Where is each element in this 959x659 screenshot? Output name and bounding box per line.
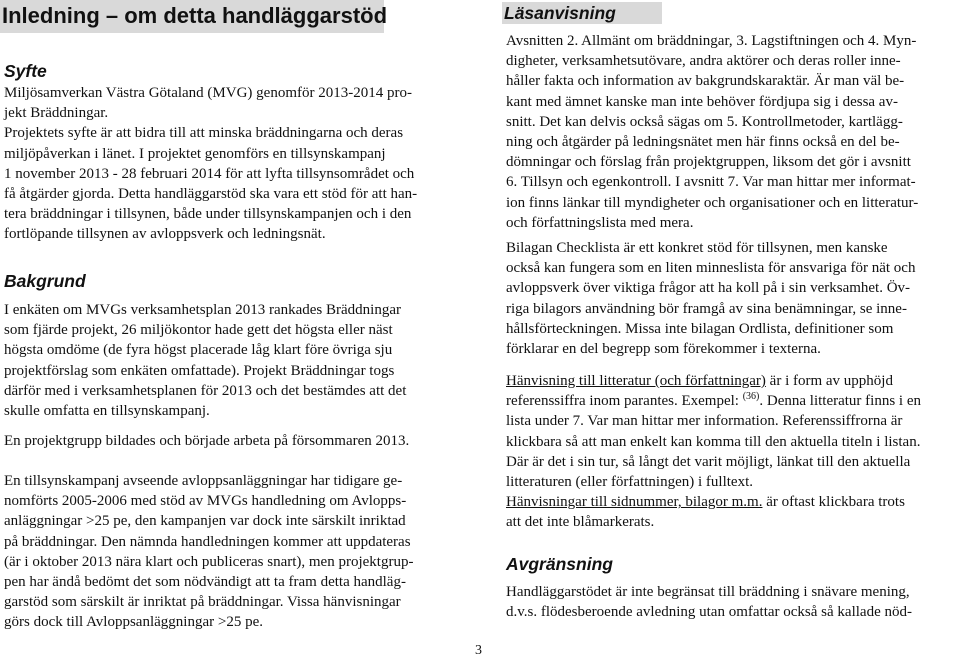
text-line: högsta omdöme (de fyra högst placerade låg klart före övriga sju xyxy=(4,342,393,359)
text-line: lista under 7. Var man hittar mer information. Referenssiffrorna är xyxy=(506,413,903,430)
text-line: ning och åtgärder på ledningsnätet men här finns också en del be- xyxy=(506,134,900,151)
text-line: digheter, verksamhetsutövare, andra aktörer och deras roller inne- xyxy=(506,53,901,70)
text-line: att det inte blåmarkerats. xyxy=(506,514,655,531)
text-line: förklarar en del begrepp som förekommer i texterna. xyxy=(506,341,821,358)
text-line: d.v.s. flödesberoende avledning utan omfattar också så kallade nöd- xyxy=(506,604,912,621)
text-line: miljöpåverkan i länet. I projektet genomförs en tillsynskampanj xyxy=(4,145,386,162)
text-line: avloppsverk över viktiga frågor att ha koll på i sin verksamhet. Öv- xyxy=(506,280,911,297)
text-fragment: är oftast klickbara trots xyxy=(762,494,905,511)
lasanvisning-heading: Läsanvisning xyxy=(502,2,662,24)
text-line: projektförslag som enkäten omfattade). Projekt Bräddningar togs xyxy=(4,362,395,379)
text-line: jekt Bräddningar. xyxy=(4,105,109,122)
text-line: på bräddningar. Den nämnda handledningen kommer att uppdateras xyxy=(4,533,411,550)
sidnummer-reference-link[interactable]: Hänvisningar till sidnummer, bilagor m.m. xyxy=(506,494,763,511)
text-line: ion finns länkar till myndigheter och organisationer och en litteratur- xyxy=(506,194,919,211)
text-fragment: referenssiffra inom parantes. Exempel: xyxy=(506,393,743,410)
bakgrund-paragraph-3 xyxy=(4,471,413,633)
text-line xyxy=(506,391,921,411)
text-line: Handläggarstödet är inte begränsat till bräddning i snävare mening, xyxy=(506,584,910,600)
text-line: En projektgrupp bildades och började arbeta på försommaren 2013. xyxy=(4,433,410,449)
lasanvisning-paragraph-3 xyxy=(506,371,921,533)
text-line: kant med ämnet kanske man inte behöver fördjupa sig i dessa av- xyxy=(506,93,898,110)
text-line: fortlöpande tillsynen av avloppsverk och ledningsnät. xyxy=(4,226,326,243)
text-line: också kan fungera som en liten minneslista för ansvariga för nät och xyxy=(506,260,916,277)
text-line: därför med i verksamhetsplanen för 2013 och det bestämdes att det xyxy=(4,382,407,399)
bakgrund-paragraph-1 xyxy=(4,300,406,421)
text-line: få åtgärder gjorda. Detta handläggarstöd ska vara ett stöd för att han- xyxy=(4,186,418,203)
text-line: håller fakta och information av bakgrundskaraktär. Är man väl be- xyxy=(506,73,905,90)
lasanvisning-paragraph-2 xyxy=(506,238,915,359)
text-line: Bilagan Checklista är ett konkret stöd för tillsynen, men kanske xyxy=(506,240,888,256)
text-line: Där är det i sin tur, så långt det varit möjligt, länkat till den aktuella xyxy=(506,453,911,470)
text-line: tera bräddningar i tillsynen, både under tillsynskampanjen och i den xyxy=(4,206,412,223)
text-line: som fjärde projekt, 26 miljökontor hade gett det högsta eller näst xyxy=(4,322,393,339)
text-line: dömningar och förslag från projektgruppen, liksom det gör i avsnitt xyxy=(506,154,911,171)
text-line: litteraturen (eller författningen) i fulltext. xyxy=(506,474,753,491)
bakgrund-paragraph-2 xyxy=(4,431,409,451)
text-line: nomförts 2005-2006 med stöd av MVGs handledning om Avlopps- xyxy=(4,493,407,510)
text-line: En tillsynskampanj avseende avloppsanläggningar har tidigare ge- xyxy=(4,473,403,489)
reference-superscript[interactable]: (36) xyxy=(742,391,760,403)
litteratur-reference-link[interactable]: Hänvisning till litteratur (och författningar) xyxy=(506,373,766,389)
text-line: snitt. Det kan delvis också sägas om 5. Kontrollmetoder, kartlägg- xyxy=(506,113,903,130)
syfte-paragraph xyxy=(4,83,417,245)
page-number: 3 xyxy=(475,643,482,658)
text-line: 6. Tillsyn och egenkontroll. I avsnitt 7. Var man hittar mer informat- xyxy=(506,174,916,191)
text-line: I enkäten om MVGs verksamhetsplan 2013 rankades Bräddningar xyxy=(4,302,401,318)
text-line: Miljösamverkan Västra Götaland (MVG) genomför 2013-2014 pro- xyxy=(4,85,412,101)
text-line: Avsnitten 2. Allmänt om bräddningar, 3. Lagstiftningen och 4. Myn- xyxy=(506,33,917,49)
text-line: 1 november 2013 - 28 februari 2014 för att lyfta tillsynsområdet och xyxy=(4,165,415,182)
avgransning-heading: Avgränsning xyxy=(506,554,613,574)
text-line: (är i oktober 2013 nära klart och publiceras snart), men projektgrup- xyxy=(4,553,414,570)
text-line: klickbara så att man enkelt kan komma till den aktuella titeln i listan. xyxy=(506,433,921,450)
text-line: görs dock till Avloppsanläggningar >25 pe. xyxy=(4,614,263,631)
lasanvisning-paragraph-1 xyxy=(506,31,918,233)
text-line: hållsförteckningen. Missa inte bilagan Ordlista, definitioner som xyxy=(506,320,894,337)
text-fragment: är i form av upphöjd xyxy=(765,373,893,389)
text-line: Projektets syfte är att bidra till att minska bräddningarna och deras xyxy=(4,125,404,142)
bakgrund-heading: Bakgrund xyxy=(4,271,86,291)
text-line: garstöd som särskilt är inriktat på bräddningar. Vissa hänvisningar xyxy=(4,594,401,611)
page-title: Inledning – om detta handläggarstöd xyxy=(0,0,384,33)
text-fragment: . Denna litteratur finns i en xyxy=(759,393,922,410)
text-line: riga bilagors användning bör framgå av sina benämningar, se inne- xyxy=(506,300,907,317)
text-line xyxy=(506,492,921,512)
avgransning-paragraph xyxy=(506,582,912,622)
text-line xyxy=(506,371,921,391)
text-line: pen har ändå bedömt det som nödvändigt att ta fram detta handläg- xyxy=(4,574,406,591)
text-line: skulle omfatta en tillsynskampanj. xyxy=(4,403,210,420)
text-line: och författningslista med mera. xyxy=(506,214,694,231)
left-column xyxy=(0,0,470,631)
text-line: anläggningar >25 pe, den kampanjen var dock inte särskilt inriktad xyxy=(4,513,406,530)
syfte-heading: Syfte xyxy=(4,61,47,81)
